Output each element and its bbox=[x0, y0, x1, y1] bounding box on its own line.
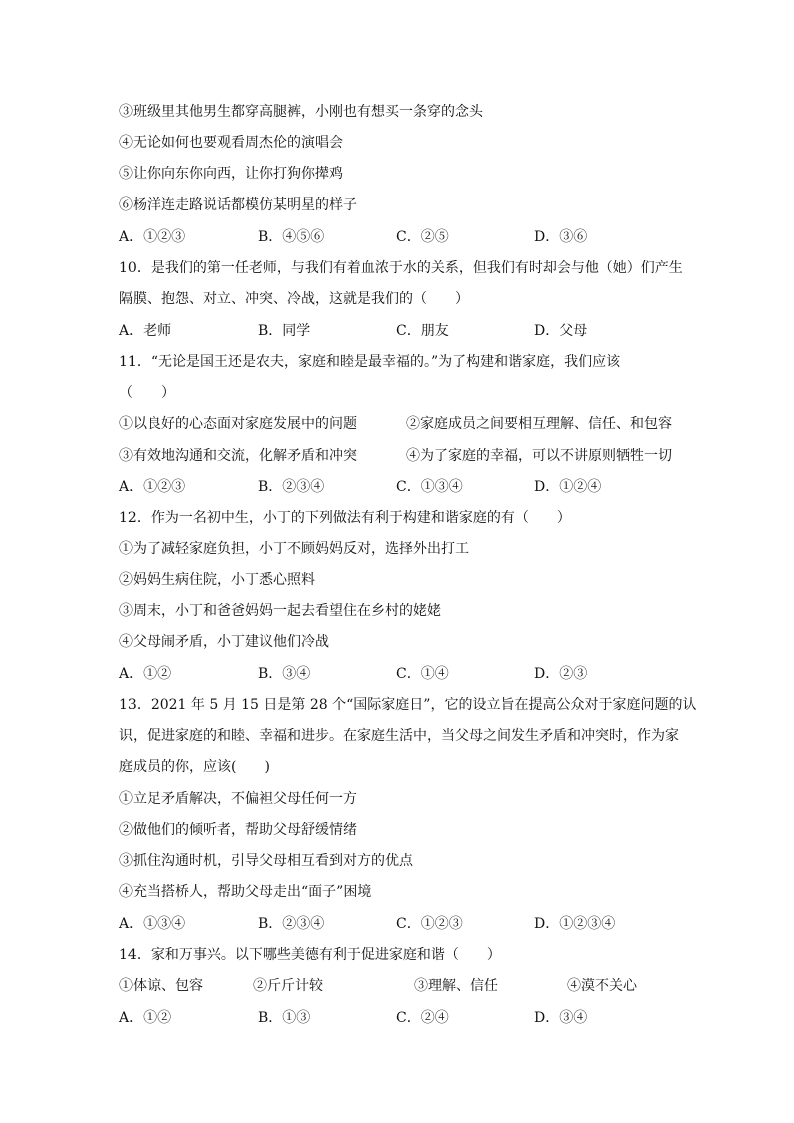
q13-option-a[interactable]: A．①③④ bbox=[119, 916, 186, 932]
q12-option-d[interactable]: D．②③ bbox=[534, 666, 588, 682]
q11-option-b[interactable]: B．②③④ bbox=[258, 479, 325, 495]
q13-item-2: ②做他们的倾听者，帮助父母舒缓情绪 bbox=[119, 822, 357, 838]
q13-stem-line-1: 13．2021 年 5 月 15 日是第 28 个“国际家庭日”，它的设立旨在提高公众对于家庭问题的认 bbox=[119, 697, 697, 713]
q13-item-1: ①立足矛盾解决，不偏袒父母任何一方 bbox=[119, 791, 357, 807]
q10-option-a[interactable]: A．老师 bbox=[119, 323, 172, 339]
q14-item-3: ③理解、信任 bbox=[414, 978, 498, 994]
q12-item-3: ③周末，小丁和爸爸妈妈一起去看望住在乡村的姥姥 bbox=[119, 603, 441, 619]
q9-option-a[interactable]: A．①②③ bbox=[119, 229, 186, 245]
q13-option-c[interactable]: C．①②③ bbox=[396, 916, 463, 932]
q11-stem-line-2: （ ） bbox=[119, 385, 175, 401]
q11-option-d[interactable]: D．①②④ bbox=[534, 479, 602, 495]
q13-stem-line-2: 识，促进家庭的和睦、幸福和进步。在家庭生活中，当父母之间发生矛盾和冲突时，作为家 bbox=[119, 728, 679, 744]
q9-option-c[interactable]: C．②⑤ bbox=[396, 229, 449, 245]
q12-item-2: ②妈妈生病住院，小丁悉心照料 bbox=[119, 572, 315, 588]
q9-item-4: ④无论如何也要观看周杰伦的演唱会 bbox=[119, 135, 343, 151]
q11-item-3: ③有效地沟通和交流，化解矛盾和冲突 bbox=[119, 448, 357, 464]
q10-stem-line-1: 10．是我们的第一任老师，与我们有着血浓于水的关系，但我们有时却会与他（她）们产生 bbox=[119, 260, 683, 276]
q9-item-6: ⑥杨洋连走路说话都模仿某明星的样子 bbox=[119, 197, 357, 213]
q9-item-5: ⑤让你向东你向西，让你打狗你撵鸡 bbox=[119, 166, 343, 182]
q11-stem-line-1: 11．“无论是国王还是农夫，家庭和睦是最幸福的。”为了构建和谐家庭，我们应该 bbox=[119, 354, 621, 370]
q10-option-b[interactable]: B．同学 bbox=[258, 323, 311, 339]
q14-stem-line-1: 14．家和万事兴。以下哪些美德有利于促进家庭和谐（ ） bbox=[119, 947, 501, 963]
q13-stem-line-3: 庭成员的你，应该( ) bbox=[119, 759, 270, 775]
q12-item-4: ④父母闹矛盾，小丁建议他们冷战 bbox=[119, 634, 329, 650]
q11-option-a[interactable]: A．①②③ bbox=[119, 479, 186, 495]
q13-item-4: ④充当搭桥人，帮助父母走出“面子”困境 bbox=[119, 884, 372, 900]
q13-option-b[interactable]: B．②③④ bbox=[258, 916, 325, 932]
q11-item-4: ④为了家庭的幸福，可以不讲原则牺牲一切 bbox=[406, 448, 672, 464]
q9-option-b[interactable]: B．④⑤⑥ bbox=[258, 229, 325, 245]
q10-option-d[interactable]: D．父母 bbox=[534, 323, 588, 339]
q9-option-d[interactable]: D．③⑥ bbox=[534, 229, 588, 245]
q12-stem-line-1: 12．作为一名初中生，小丁的下列做法有利于构建和谐家庭的有（ ） bbox=[119, 510, 571, 526]
q14-item-4: ④漠不关心 bbox=[567, 978, 637, 994]
q14-option-c[interactable]: C．②④ bbox=[396, 1010, 449, 1026]
q14-option-b[interactable]: B．①③ bbox=[258, 1010, 311, 1026]
q12-option-c[interactable]: C．①④ bbox=[396, 666, 449, 682]
q10-stem-line-2: 隔膜、抱怨、对立、冲突、冷战，这就是我们的（ ） bbox=[119, 291, 469, 307]
q12-option-a[interactable]: A．①② bbox=[119, 666, 172, 682]
q11-item-1: ①以良好的心态面对家庭发展中的问题 bbox=[119, 416, 357, 432]
q13-item-3: ③抓住沟通时机，引导父母相互看到对方的优点 bbox=[119, 853, 413, 869]
q10-option-c[interactable]: C．朋友 bbox=[396, 323, 449, 339]
q12-option-b[interactable]: B．③④ bbox=[258, 666, 311, 682]
q11-item-2: ②家庭成员之间要相互理解、信任、和包容 bbox=[406, 416, 672, 432]
q11-option-c[interactable]: C．①③④ bbox=[396, 479, 463, 495]
q14-item-2: ②斤斤计较 bbox=[253, 978, 323, 994]
q14-item-1: ①体谅、包容 bbox=[119, 978, 203, 994]
q13-option-d[interactable]: D．①②③④ bbox=[534, 916, 616, 932]
q9-item-3: ③班级里其他男生都穿高腿裤，小刚也有想买一条穿的念头 bbox=[119, 104, 483, 120]
q12-item-1: ①为了减轻家庭负担，小丁不顾妈妈反对，选择外出打工 bbox=[119, 541, 469, 557]
q14-option-d[interactable]: D．③④ bbox=[534, 1010, 588, 1026]
q14-option-a[interactable]: A．①② bbox=[119, 1010, 172, 1026]
